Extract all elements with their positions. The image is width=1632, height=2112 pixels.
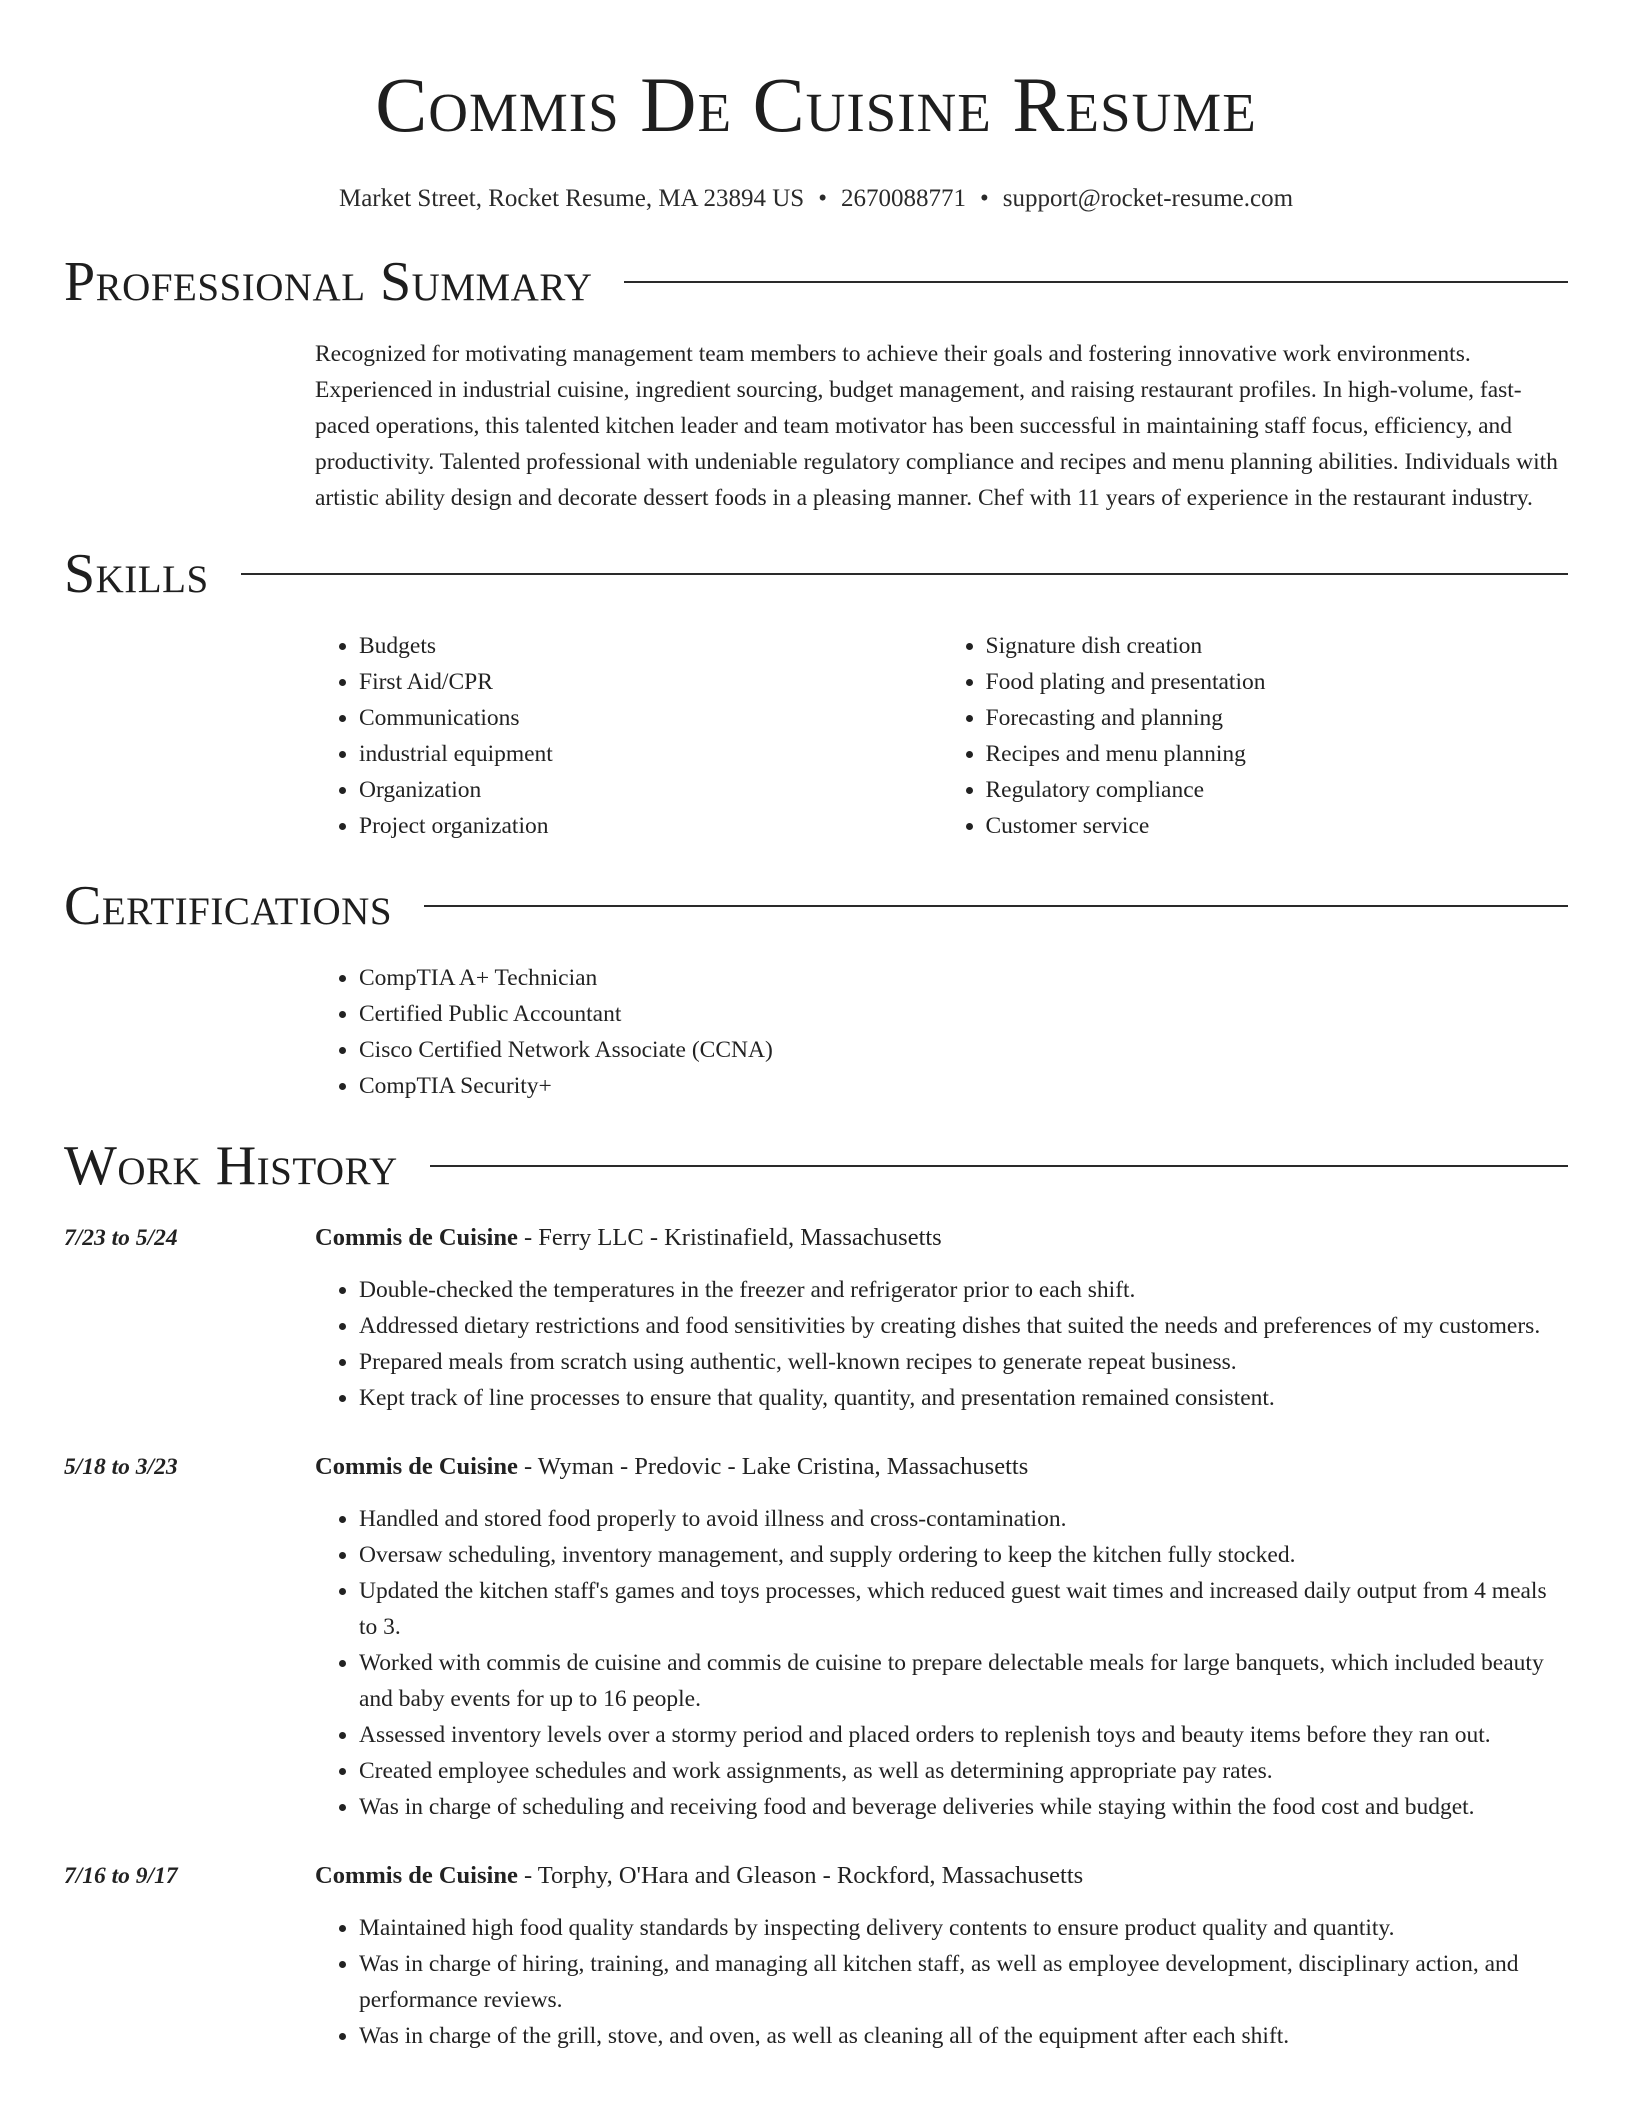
certifications-section-header bbox=[64, 874, 1568, 938]
certifications-list bbox=[315, 960, 1568, 1104]
skill-item: • Project organization bbox=[359, 808, 942, 844]
skills-column-right bbox=[942, 628, 1569, 844]
skill-item: • Organization bbox=[359, 772, 942, 808]
job-header bbox=[315, 1858, 1568, 1894]
job-bullet: • Kept track of line processes to ensure that quality, quantity, and presentation remained consistent. bbox=[359, 1380, 1568, 1416]
job-bullet: • Prepared meals from scratch using authentic, well-known recipes to generate repeat business. bbox=[359, 1344, 1568, 1380]
contact-separator: • bbox=[818, 185, 827, 212]
skill-item: • Forecasting and planning bbox=[986, 700, 1569, 736]
job-title: Commis de Cuisine bbox=[315, 1862, 518, 1889]
email[interactable]: support@rocket-resume.com bbox=[1002, 185, 1294, 212]
job-bullet: • Double-checked the temperatures in the freezer and refrigerator prior to each shift. bbox=[359, 1272, 1568, 1308]
job-header bbox=[315, 1449, 1568, 1485]
job-bullet: • Maintained high food quality standards by inspecting delivery contents to ensure product quality and quantity. bbox=[359, 1910, 1568, 1946]
phone: 2670088771 bbox=[840, 185, 966, 212]
section-divider bbox=[430, 1165, 1568, 1167]
job-entry bbox=[64, 1858, 1568, 2054]
summary-section-header bbox=[64, 250, 1568, 314]
skill-item: • Food plating and presentation bbox=[986, 664, 1569, 700]
job-bullet: • Worked with commis de cuisine and commis de cuisine to prepare delectable meals for large banquets, which included beauty and baby events for up to 16 people. bbox=[359, 1645, 1568, 1717]
section-divider bbox=[624, 281, 1568, 283]
job-bullet: • Was in charge of the grill, stove, and oven, as well as cleaning all of the equipment after each shift. bbox=[359, 2018, 1568, 2054]
skills-heading: Skills bbox=[64, 543, 209, 605]
resume-page bbox=[64, 0, 1568, 2054]
skill-item: • Signature dish creation bbox=[986, 628, 1569, 664]
skill-item: • First Aid/CPR bbox=[359, 664, 942, 700]
skill-item: • Communications bbox=[359, 700, 942, 736]
job-bullet: • Handled and stored food properly to avoid illness and cross-contamination. bbox=[359, 1501, 1568, 1537]
contact-separator: • bbox=[979, 185, 989, 212]
certification-item: • CompTIA A+ Technician bbox=[359, 960, 1568, 996]
skills-column-left bbox=[315, 628, 942, 844]
summary-heading: Professional Summary bbox=[64, 251, 593, 313]
job-entry bbox=[64, 1449, 1568, 1825]
certifications-heading: Certifications bbox=[64, 875, 393, 937]
certification-item: • Certified Public Accountant bbox=[359, 996, 1568, 1032]
skill-item: • Budgets bbox=[359, 628, 942, 664]
certification-item: • CompTIA Security+ bbox=[359, 1068, 1568, 1104]
job-bullet: • Updated the kitchen staff's games and toys processes, which reduced guest wait times and increased daily output from 4 meals to 3. bbox=[359, 1573, 1568, 1645]
skills-section-header bbox=[64, 542, 1568, 606]
work-history-heading: Work History bbox=[64, 1135, 398, 1197]
work-history-section-header bbox=[64, 1134, 1568, 1198]
job-entry bbox=[64, 1220, 1568, 1416]
job-bullet: • Created employee schedules and work assignments, as well as determining appropriate pay rates. bbox=[359, 1753, 1568, 1789]
job-bullets bbox=[315, 1272, 1568, 1416]
summary-text: Recognized for motivating management team members to achieve their goals and fostering innovative work environments. Experienced in industrial cuisine, ingredient sourcing, budget management, and raising restaurant profiles. In high-volume, fast-paced operations, this talented kitchen leader and team motivator has been successful in maintaining staff focus, efficiency, and productivity. Talented professional with undeniable regulatory compliance and recipes and menu planning abilities. Individuals with artistic ability design and decorate dessert foods in a pleasing manner. Chef with 11 years of experience in the restaurant industry. bbox=[315, 341, 1558, 511]
job-bullet: • Oversaw scheduling, inventory management, and supply ordering to keep the kitchen fully stocked. bbox=[359, 1537, 1568, 1573]
address: Market Street, Rocket Resume, MA 23894 US bbox=[338, 185, 805, 212]
job-dates: 7/16 to 9/17 bbox=[64, 1863, 178, 1889]
job-bullets bbox=[315, 1501, 1568, 1825]
certification-item: • Cisco Certified Network Associate (CCNA) bbox=[359, 1032, 1568, 1068]
job-bullet: • Addressed dietary restrictions and food sensitivities by creating dishes that suited the needs and preferences of my customers. bbox=[359, 1308, 1568, 1344]
job-employer: - Wyman - Predovic - Lake Cristina, Massachusetts bbox=[517, 1453, 1029, 1480]
job-employer: - Torphy, O'Hara and Gleason - Rockford, Massachusetts bbox=[517, 1862, 1084, 1889]
skill-item: • Regulatory compliance bbox=[986, 772, 1569, 808]
skills-list bbox=[315, 628, 1568, 844]
job-title: Commis de Cuisine bbox=[315, 1224, 518, 1251]
section-divider bbox=[424, 905, 1568, 907]
job-dates: 7/23 to 5/24 bbox=[64, 1225, 178, 1251]
section-divider bbox=[241, 573, 1568, 575]
job-title: Commis de Cuisine bbox=[315, 1453, 518, 1480]
job-bullet: • Was in charge of scheduling and receiving food and beverage deliveries while staying within the food cost and budget. bbox=[359, 1789, 1568, 1825]
job-employer: - Ferry LLC - Kristinafield, Massachusetts bbox=[517, 1224, 942, 1251]
skill-item: • Customer service bbox=[986, 808, 1569, 844]
skill-item: • Recipes and menu planning bbox=[986, 736, 1569, 772]
job-bullets bbox=[315, 1910, 1568, 2054]
resume-title: Commis De Cuisine Resume bbox=[375, 61, 1257, 148]
job-bullet: • Was in charge of hiring, training, and managing all kitchen staff, as well as employee development, disciplinary action, and performance reviews. bbox=[359, 1946, 1568, 2018]
contact-line bbox=[64, 182, 1568, 216]
job-bullet: • Assessed inventory levels over a stormy period and placed orders to replenish toys and beauty items before they ran out. bbox=[359, 1717, 1568, 1753]
job-dates: 5/18 to 3/23 bbox=[64, 1454, 178, 1480]
skill-item: • industrial equipment bbox=[359, 736, 942, 772]
job-header bbox=[315, 1220, 1568, 1256]
